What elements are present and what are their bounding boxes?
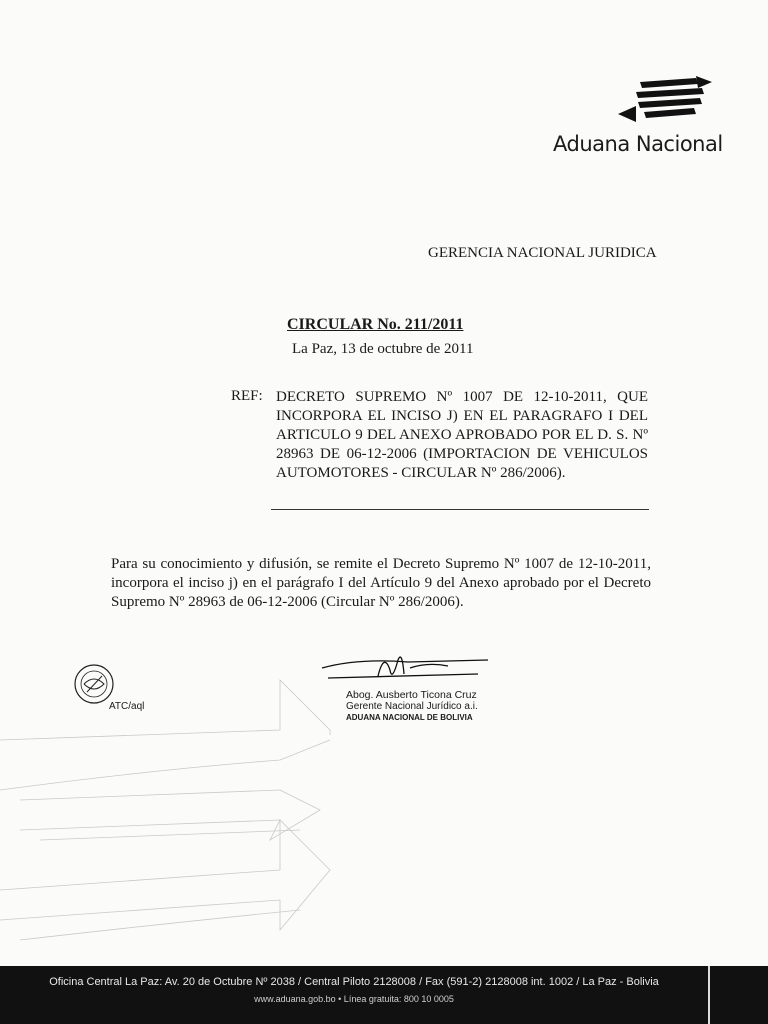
department-heading: GERENCIA NACIONAL JURIDICA: [428, 245, 657, 261]
footer-bar: [0, 966, 768, 1024]
body-paragraph: Para su conocimiento y difusión, se remite el Decreto Supremo Nº 1007 de 12-10-2011, incorpora el inciso j) en el parágrafo I del Artículo 9 del Anexo aprobado por el Decreto Supremo Nº 28963 de 06-12-2006 (Circular Nº 286/2006).: [111, 556, 651, 610]
footer-separator: [708, 966, 710, 1024]
signer-block: [346, 690, 478, 723]
logo-text: Aduana Nacional: [553, 132, 723, 156]
approval-stamp-icon: [72, 662, 116, 706]
signature-icon: [318, 648, 498, 690]
arrows-logo-icon: [618, 76, 714, 132]
footer-contact: www.aduana.gob.bo • Línea gratuita: 800 10 0005: [254, 994, 454, 1004]
signer-title: Gerente Nacional Jurídico a.i.: [346, 701, 478, 712]
signer-org: ADUANA NACIONAL DE BOLIVIA: [346, 713, 473, 722]
typist-initials: ATC/aql: [109, 701, 145, 712]
signer-name: Abog. Ausberto Ticona Cruz: [346, 689, 477, 701]
reference-label: REF:: [231, 388, 263, 404]
reference-text: DECRETO SUPREMO Nº 1007 DE 12-10-2011, QUE INCORPORA EL INCISO J) EN EL PARAGRAFO I DEL ARTICULO 9 DEL ANEXO APROBADO POR EL D. S. Nº 28963 DE 06-12-2006 (IMPORTACION DE VEHICULOS AUTOMOTORES - CIRCULAR Nº 286/2006).: [276, 389, 648, 481]
footer-address: Oficina Central La Paz: Av. 20 de Octubre Nº 2038 / Central Piloto 2128008 / Fax (591-2) 2128008 int. 1002 / La Paz - Bolivia: [49, 976, 659, 988]
circular-number: CIRCULAR No. 211/2011: [287, 316, 464, 333]
circular-date: La Paz, 13 de octubre de 2011: [292, 341, 474, 357]
divider-rule: [271, 509, 649, 510]
